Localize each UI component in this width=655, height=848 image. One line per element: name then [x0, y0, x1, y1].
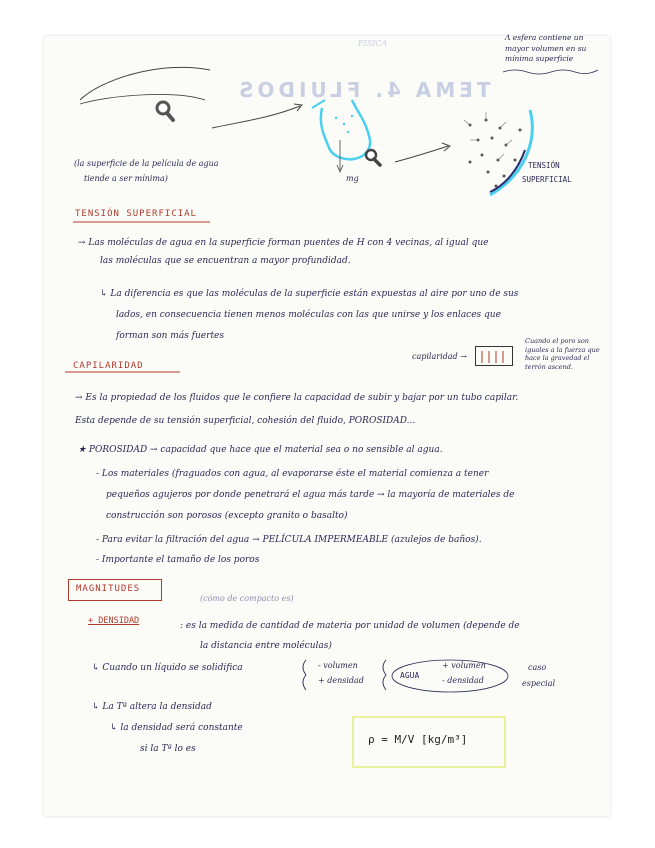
- temperature-line: si la Tª lo es: [140, 744, 196, 754]
- brace1-line: + densidad: [318, 676, 364, 685]
- film-caption-line: (la superficie de la película de agua: [74, 159, 219, 168]
- faded-title: TEMA 4. FLUIDOS: [235, 78, 491, 102]
- tension-text-line: lados, en consecuencia tienen menos moléculas con las que unirse y los enlaces que: [116, 310, 501, 320]
- tension-text-line: → Las moléculas de agua en la superficie forman puentes de H con 4 vecinas, al igual que: [78, 238, 489, 248]
- brace2-line: - densidad: [442, 676, 484, 685]
- temperature-line: ↳ La Tª altera la densidad: [92, 702, 212, 712]
- section-title-capilaridad: CAPILARIDAD: [73, 361, 144, 371]
- porosidad-bullet-line: - Importante el tamaño de los poros: [96, 555, 260, 565]
- densidad-label: + DENSIDAD: [88, 616, 140, 626]
- side-note-line: hace la gravedad el: [525, 354, 590, 362]
- densidad-definition-line: : es la medida de cantidad de materia por unidad de volumen (depende de: [180, 621, 520, 631]
- porosidad-bullet-line: - Los materiales (fraguados con agua, al evaporarse éste el material comienza a tener: [96, 469, 489, 479]
- corner-note-line: mínima superficie: [505, 54, 574, 63]
- magnitudes-aside: (cómo de compacto es): [200, 594, 294, 603]
- side-note-line: iguales a la fuerza que: [525, 345, 600, 354]
- faded-small-label: FISICA: [358, 39, 388, 48]
- brace1-line: - volumen: [318, 661, 358, 670]
- solidify-line: ↳ Cuando un líquido se solidifica: [92, 663, 243, 673]
- section-title-tension: TENSIÓN SUPERFICIAL: [75, 209, 197, 219]
- film-caption-line: tiende a ser mínima): [84, 174, 168, 183]
- densidad-definition-line: la distancia entre moléculas): [200, 641, 332, 651]
- caso-especial-line: caso: [528, 663, 547, 672]
- capilaridad-text-line: → Es la propiedad de los fluidos que le confiere la capacidad de subir y bajar por un tubo capilar.: [75, 393, 519, 403]
- capilaridad-label: capilaridad →: [412, 352, 467, 361]
- section-title-magnitudes: MAGNITUDES: [76, 584, 141, 594]
- agua-label: AGUA: [400, 671, 420, 680]
- tension-text-line: ↳ La diferencia es que las moléculas de la superficie están expuestas al aire por uno de sus: [100, 289, 519, 299]
- tension-label-line: SUPERFICIAL: [522, 175, 572, 184]
- caso-especial-line: especial: [522, 679, 556, 688]
- side-note-line: terrón ascend.: [525, 362, 573, 371]
- porosidad-line: ★ POROSIDAD → capacidad que hace que el material sea o no sensible al agua.: [78, 445, 443, 455]
- density-formula: ρ = M/V [kg/m³]: [368, 733, 468, 746]
- brace2-line: + volumen: [442, 661, 486, 670]
- temperature-line: ↳ la densidad será constante: [110, 723, 243, 733]
- porosidad-bullet-line: construcción son porosos (excepto granito o basalto): [106, 511, 348, 521]
- mg-label: mg: [346, 174, 359, 183]
- tension-text-line: las moléculas que se encuentran a mayor profundidad.: [100, 256, 351, 266]
- side-note-line: Cuando el poro son: [525, 337, 589, 345]
- corner-note-line: Λ esfera contiene un: [505, 33, 584, 42]
- corner-note-line: mayor volumen en su: [505, 43, 587, 53]
- porosidad-bullet-line: - Para evitar la filtración del agua → PELÍCULA IMPERMEABLE (azulejos de baños).: [96, 535, 482, 545]
- capilaridad-text-line: Esta depende de su tensión superficial, cohesión del fluido, POROSIDAD...: [75, 416, 416, 426]
- tension-text-line: forman son más fuertes: [116, 331, 224, 341]
- tension-label-line: TENSIÓN: [528, 161, 560, 170]
- porosidad-bullet-line: pequeños agujeros por donde penetrará el agua más tarde → la mayoría de materiales de: [106, 490, 515, 500]
